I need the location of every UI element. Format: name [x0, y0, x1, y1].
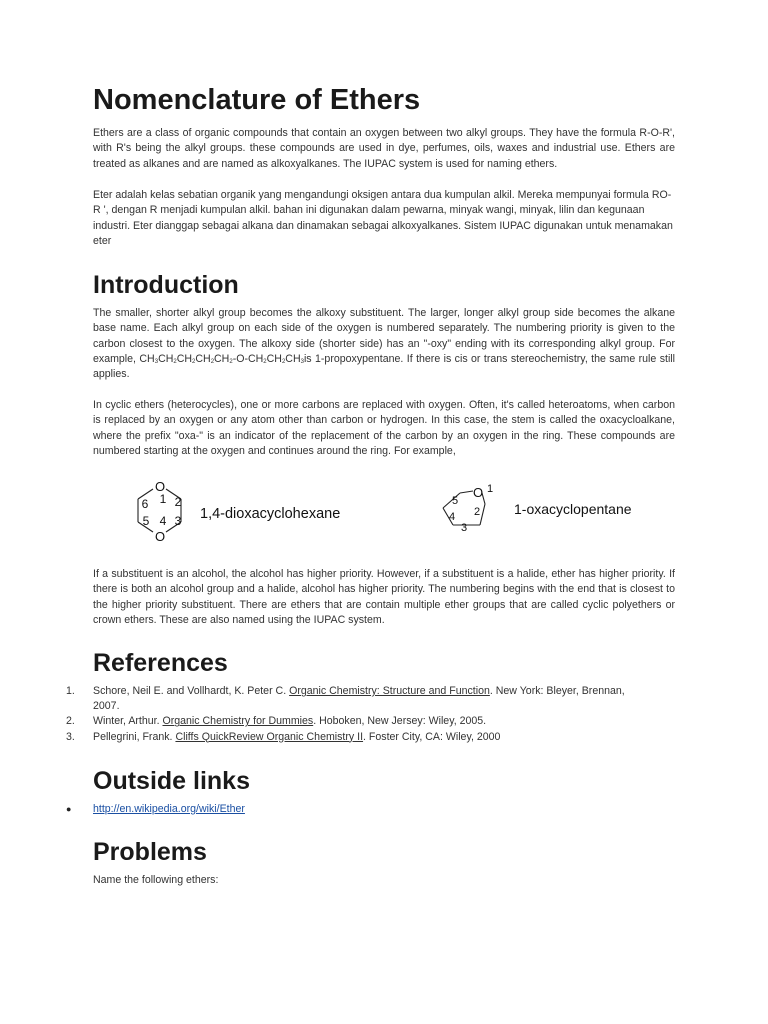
introduction-paragraph-2: In cyclic ethers (heterocycles), one or more carbons are replaced with oxygen. Often, it's called heteroatoms, when carbon is replaced by an oxygen or any atom other than carbon or hydrogen. In this case, the stem is called the oxacycloalkane, where the prefix "oxa-" is an indicator of the replacement of the carbon by an oxygen in the ring. These compounds are numbered starting at the oxygen and continues around the ring. For example,: [93, 399, 675, 457]
dioxane-oxygen-4: O: [154, 529, 166, 544]
formula-part: CH: [176, 352, 193, 365]
reference-text: [93, 730, 653, 745]
problems-heading: Problems: [93, 838, 207, 866]
oxolane-name: 1-oxacyclopentane: [514, 501, 632, 517]
reference-item: [0, 730, 768, 745]
formula-subscript: 3: [300, 358, 304, 365]
dioxane-position-5: 5: [142, 514, 150, 528]
formula-subscript: 2: [281, 358, 286, 365]
references-list: [0, 684, 768, 745]
reference-publisher: . Hoboken, New Jersey: Wiley, 2005.: [313, 715, 487, 728]
oxolane-position-2: 2: [473, 506, 481, 518]
intro-paragraph-english: Ethers are a class of organic compounds that contain an oxygen between two alkyl groups. They have the formula R-O-R', with R's being the alkyl groups. these compounds are used in dye, perfumes, oils, waxes and industrial use. Ethers are treated as alkanes and are named as alkoxyalkanes. The IUPAC system is used for naming ethers.: [93, 127, 675, 170]
formula-subscript: 3: [154, 358, 159, 365]
reference-number: 3.: [66, 730, 75, 743]
oxolane-position-1: 1: [486, 483, 494, 495]
formula-part: CH: [266, 352, 282, 365]
oxacyclopentane-structure: [436, 478, 666, 538]
wikipedia-ether-link[interactable]: http://en.wikipedia.org/wiki/Ether: [93, 803, 245, 815]
formula-part: -O-CH: [232, 352, 264, 365]
reference-text: [93, 684, 653, 714]
introduction-p1-after: is 1-propoxypentane. If there is cis or trans stereochemistry, the same rule still applies.: [93, 352, 676, 381]
introduction-p1-before: The smaller, shorter alkyl group becomes the alkoxy substituent. The larger, longer alkyl group side becomes the alkane base name. Each alkyl group on each side of the oxygen is numbered separately. The numbering priority is given to the carbon closest to the oxygen. The alkoxy side (shorter side) has an "-oxy" ending with its corresponding alkyl group. For example,: [93, 307, 675, 365]
problems-instruction: Name the following ethers:: [93, 874, 219, 886]
formula-subscript: 2: [173, 358, 177, 365]
oxolane-position-4: 4: [448, 511, 456, 523]
reference-title: Cliffs QuickReview Organic Chemistry II: [175, 730, 364, 743]
reference-text: [93, 714, 653, 729]
formula-part: CH: [139, 352, 155, 365]
introduction-paragraph-3: If a substituent is an alcohol, the alcohol has higher priority. However, if a substituent is a halide, ether has higher priority. If there is both an alcohol group and a halide, alcohol has higher priority. The numbering begins with the end that is closest to the higher priority substituent. There are ethers that are contain multiple ether groups that are called cyclic polyethers or crown ethers. These are also named using the IUPAC system.: [93, 568, 675, 626]
references-heading: References: [93, 649, 228, 677]
introduction-heading: Introduction: [93, 271, 239, 299]
reference-number: 1.: [66, 685, 75, 697]
intro-paragraph-malay: Eter adalah kelas sebatian organik yang mengandungi oksigen antara dua kumpulan alkil. Mereka mempunyai formula RO-R ', dengan R menjadi kumpulan alkil. bahan ini digunakan dalam pewarna, minyak wangi, minyak, lilin dan kegunaan industri. Eter dianggap sebagai alkana dan dinamakan sebagai alkoxyalkanes. Sistem IUPAC digunakan untuk menamakan eter: [93, 189, 673, 247]
reference-number: 2.: [66, 715, 75, 728]
dioxane-position-2: 2: [174, 495, 182, 509]
reference-item: [0, 714, 768, 729]
introduction-paragraph-1: [93, 306, 675, 382]
formula-part: CH: [195, 352, 211, 365]
page-title: Nomenclature of Ethers: [93, 84, 421, 116]
reference-publisher: . New York: Bleyer, Brennan, 2007.: [93, 685, 625, 713]
formula-subscript: 2: [210, 358, 215, 365]
formula-subscript: 2: [192, 358, 196, 365]
reference-title: Organic Chemistry: Structure and Function: [289, 685, 490, 697]
formula-subscript: 2: [263, 358, 267, 365]
formula-part: CH: [158, 352, 174, 365]
formula-part: CH: [285, 352, 301, 365]
formula-part: CH: [214, 352, 230, 365]
reference-title: Organic Chemistry for Dummies: [162, 715, 314, 728]
oxolane-position-5: 5: [451, 495, 459, 507]
dioxane-position-1: 1: [159, 492, 167, 506]
example-formula: [139, 353, 304, 365]
oxolane-position-3: 3: [460, 522, 468, 534]
reference-publisher: . Foster City, CA: Wiley, 2000: [363, 730, 501, 743]
dioxane-position-4: 4: [159, 514, 167, 528]
reference-item: [0, 684, 768, 714]
reference-author: Pellegrini, Frank.: [93, 730, 176, 743]
dioxane-position-3: 3: [174, 514, 182, 528]
dioxane-position-6: 6: [141, 497, 149, 511]
formula-subscript: 2: [229, 358, 233, 365]
dioxane-oxygen-1: O: [154, 479, 166, 494]
reference-author: Winter, Arthur.: [93, 715, 163, 728]
outside-links-heading: Outside links: [93, 767, 250, 795]
oxolane-oxygen-1: O: [472, 485, 484, 500]
dioxane-name: 1,4-dioxacyclohexane: [200, 506, 341, 522]
bullet-icon: ●: [66, 804, 72, 814]
dioxacyclohexane-structure: [128, 474, 368, 546]
reference-author: Schore, Neil E. and Vollhardt, K. Peter C.: [93, 685, 290, 697]
